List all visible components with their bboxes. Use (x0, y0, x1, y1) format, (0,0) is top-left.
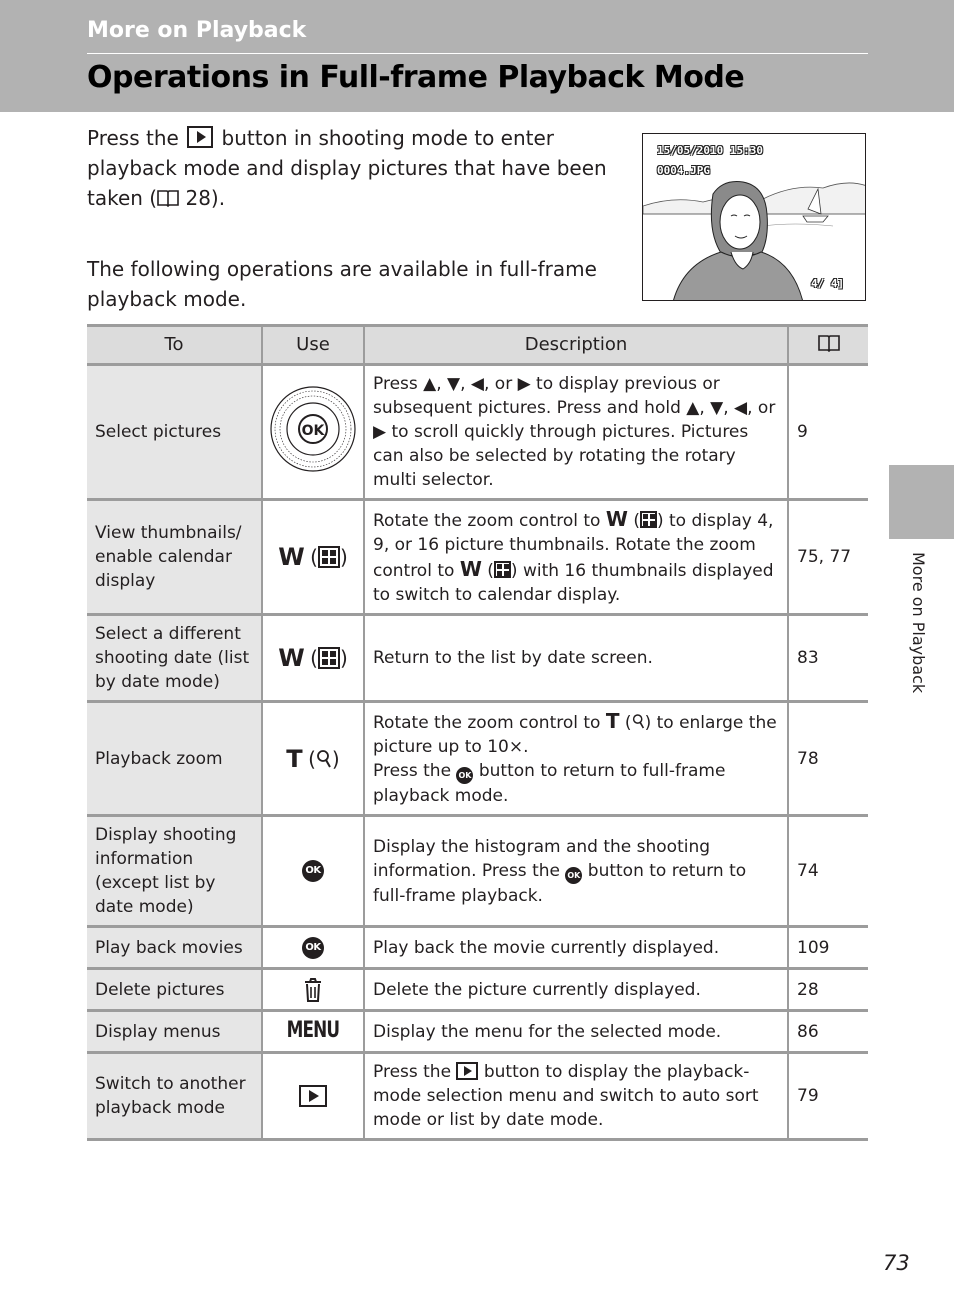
row-reference: 28 (788, 969, 868, 1011)
screen-counter: 4/ 4] (811, 277, 845, 290)
table-row (87, 500, 868, 615)
row-to: Select a different shooting date (list by date mode) (87, 615, 262, 702)
screen-datetime: 15/05/2010 15:30 (657, 144, 763, 157)
row-reference: 75, 77 (788, 500, 868, 615)
thumbnail-icon (494, 561, 511, 578)
magnifier-icon (316, 749, 332, 769)
row-use (262, 927, 364, 969)
page-number: 73 (883, 1251, 910, 1275)
section-header (0, 0, 954, 112)
ok-button-icon: OK (302, 937, 324, 959)
ok-button-icon: OK (456, 767, 473, 784)
playback-screen-illustration (642, 133, 866, 301)
row-to: Delete pictures (87, 969, 262, 1011)
row-reference: 9 (788, 365, 868, 500)
operations-table (87, 324, 868, 1141)
row-reference: 74 (788, 816, 868, 927)
row-use: W ( ) (262, 615, 364, 702)
screen-filename: 0004.JPG (657, 164, 710, 177)
thumbnail-icon (318, 546, 340, 568)
row-description: Rotate the zoom control to W ( ) to display 4, 9, or 16 picture thumbnails. Rotate the zoom control to W ( ) with 16 thumbnails displayed to switch to calendar display. (364, 500, 788, 615)
ok-button-icon: OK (302, 860, 324, 882)
row-description: Play back the movie currently displayed. (364, 927, 788, 969)
zoom-t-label: T (286, 744, 303, 773)
magnifier-icon (632, 713, 645, 730)
row-description: Press the button to display the playback-mode selection menu and switch to auto sort mode or list by date mode. (364, 1053, 788, 1140)
row-use: W ( ) (262, 500, 364, 615)
chapter-tab (889, 465, 954, 539)
row-to: Display menus (87, 1011, 262, 1053)
row-reference: 86 (788, 1011, 868, 1053)
playback-button-icon (187, 126, 213, 148)
row-to: Play back movies (87, 927, 262, 969)
playback-button-icon (299, 1085, 327, 1107)
row-use (262, 816, 364, 927)
row-description: Rotate the zoom control to T ( ) to enlarge the picture up to 10×. Press the OK button to return to full-frame playback mode. (364, 702, 788, 816)
table-row (87, 365, 868, 500)
row-to: Switch to another playback mode (87, 1053, 262, 1140)
row-description: Press ▲, ▼, ◀, or ▶ to display previous or subsequent pictures. Press and hold ▲, ▼, ◀, or ▶ to scroll quickly through pictures. Pictures can also be selected by rotating the rotary multi selector. (364, 365, 788, 500)
row-to: View thumbnails/ enable calendar display (87, 500, 262, 615)
row-description: Delete the picture currently displayed. (364, 969, 788, 1011)
row-use (262, 365, 364, 500)
header-reference (788, 326, 868, 365)
row-reference: 79 (788, 1053, 868, 1140)
book-icon (818, 334, 840, 352)
table-row (87, 969, 868, 1011)
chapter-side-label: More on Playback (909, 552, 928, 694)
menu-button-icon: MENU (286, 1018, 340, 1043)
trash-icon (303, 977, 323, 1003)
rotary-multi-selector-icon (269, 385, 357, 473)
header-to: To (87, 326, 262, 365)
row-use (262, 969, 364, 1011)
table-row (87, 1053, 868, 1140)
row-reference: 83 (788, 615, 868, 702)
row-to: Display shooting information (except list by date mode) (87, 816, 262, 927)
section-title: More on Playback (87, 18, 307, 43)
row-reference: 109 (788, 927, 868, 969)
row-description: Return to the list by date screen. (364, 615, 788, 702)
ok-button-icon: OK (565, 867, 582, 884)
table-header-row (87, 326, 868, 365)
zoom-w-label: W (278, 543, 305, 571)
header-rule (87, 53, 868, 54)
book-icon (157, 189, 179, 207)
row-description: Display the histogram and the shooting information. Press the OK button to return to full-frame playback. (364, 816, 788, 927)
table-row (87, 816, 868, 927)
svg-text:OK: OK (301, 422, 325, 439)
header-description: Description (364, 326, 788, 365)
row-use (262, 1011, 364, 1053)
intro-paragraph-2: The following operations are available in full-frame playback mode. (87, 257, 597, 311)
row-to: Playback zoom (87, 702, 262, 816)
header-use: Use (262, 326, 364, 365)
table-row (87, 927, 868, 969)
row-reference: 78 (788, 702, 868, 816)
table-row (87, 1011, 868, 1053)
table-row (87, 702, 868, 816)
page-title: Operations in Full-frame Playback Mode (87, 60, 745, 95)
intro-paragraph: Press the button in shooting mode to enter playback mode and display pictures that have been taken ( 28). (87, 126, 607, 210)
playback-button-icon (456, 1062, 478, 1080)
row-use: T ( ) (262, 702, 364, 816)
table-row (87, 615, 868, 702)
row-use (262, 1053, 364, 1140)
row-to: Select pictures (87, 365, 262, 500)
portrait-illustration (643, 134, 866, 301)
zoom-w-label: W (278, 644, 305, 672)
row-description: Display the menu for the selected mode. (364, 1011, 788, 1053)
thumbnail-icon (640, 511, 657, 528)
thumbnail-icon (318, 647, 340, 669)
